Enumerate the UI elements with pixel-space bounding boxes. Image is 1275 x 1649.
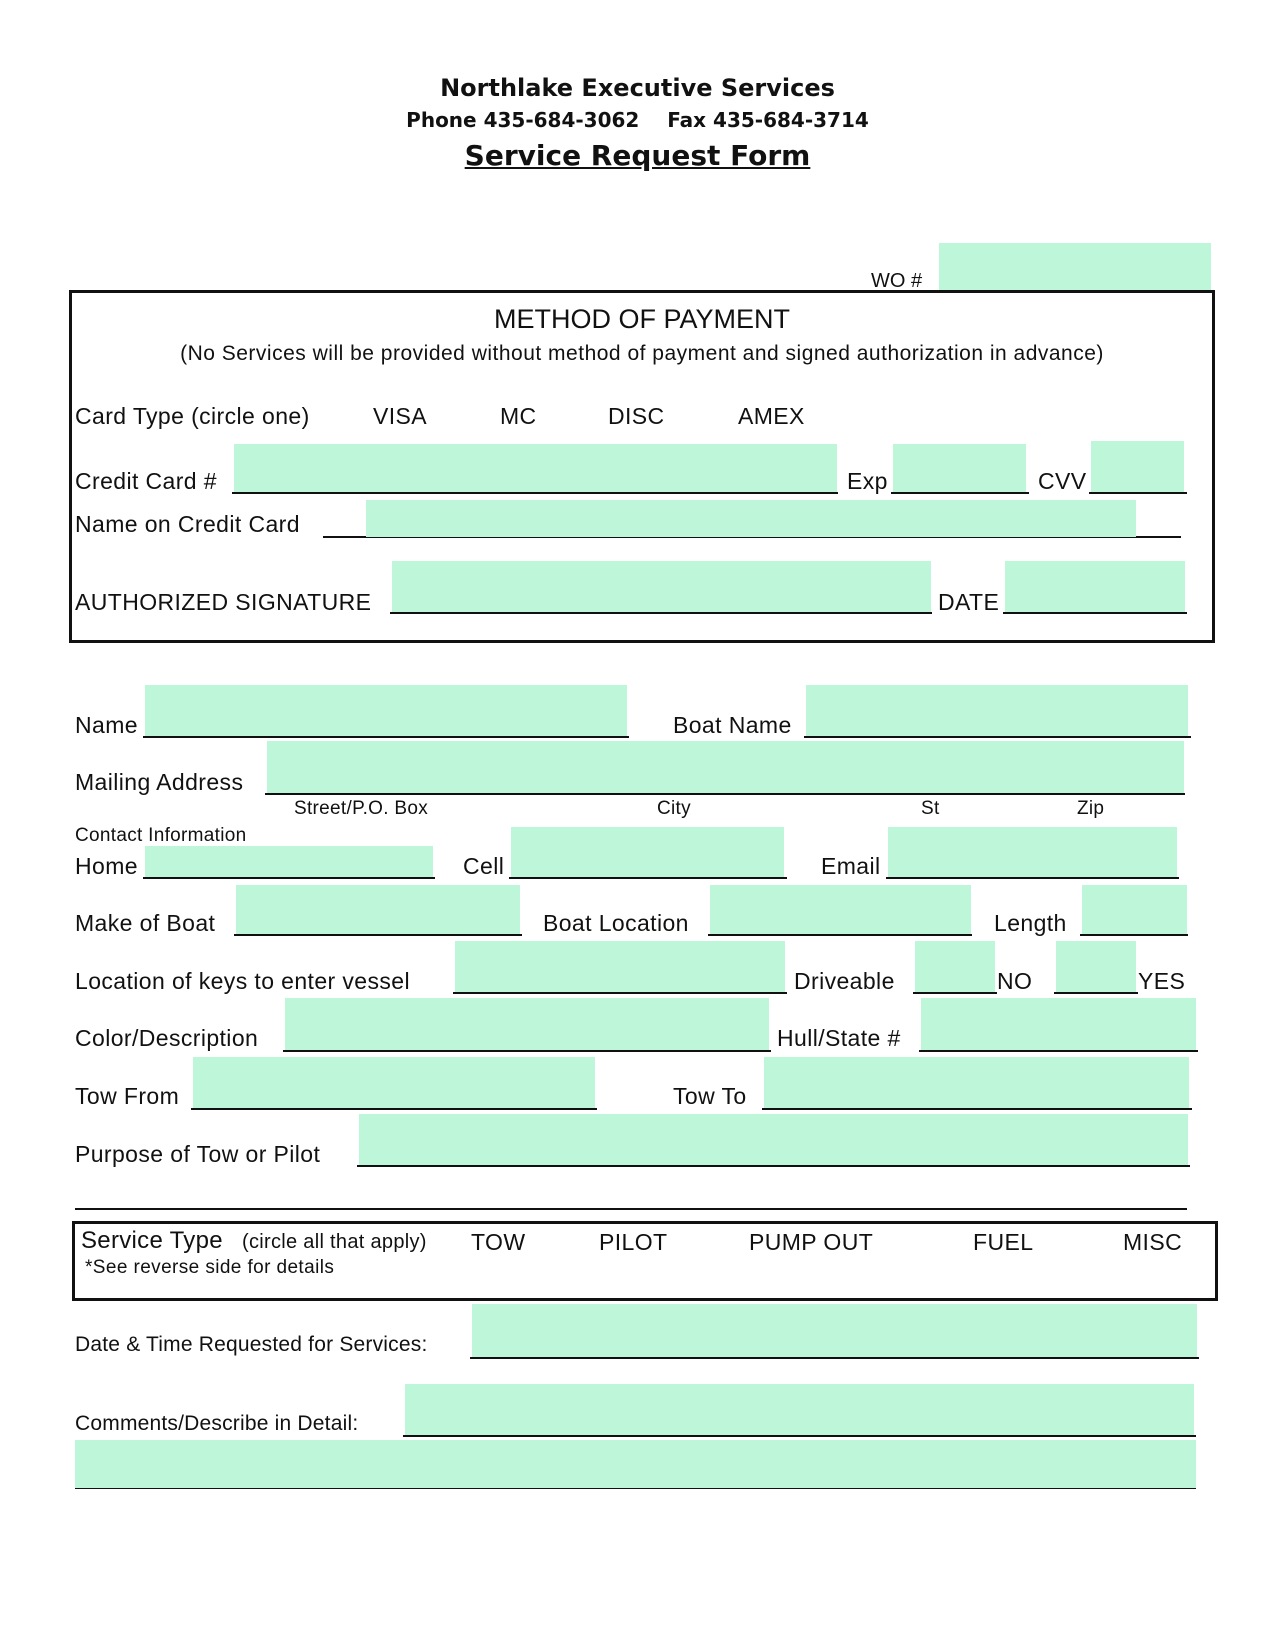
driveable-no-underline (913, 992, 997, 994)
credit-card-input[interactable] (234, 444, 837, 493)
service-type-note: *See reverse side for details (85, 1257, 335, 1278)
card-type-mc[interactable]: MC (500, 403, 537, 429)
name-underline (143, 736, 629, 738)
comments-extra-underline (75, 1488, 1196, 1489)
service-type-label: Service Type (81, 1227, 223, 1254)
signature-input[interactable] (392, 561, 931, 614)
keys-location-input[interactable] (455, 941, 785, 994)
payment-notice: (No Services will be provided without method of payment and signed authorization in advance) (180, 342, 1104, 365)
date-time-requested-label: Date & Time Requested for Services: (75, 1333, 428, 1356)
service-option-fuel[interactable]: FUEL (973, 1229, 1034, 1255)
cell-underline (509, 877, 787, 879)
comments-input[interactable] (405, 1384, 1194, 1437)
exp-underline (891, 492, 1029, 494)
tow-from-input[interactable] (193, 1057, 595, 1110)
hull-state-underline (919, 1050, 1198, 1052)
boat-name-label: Boat Name (673, 712, 792, 738)
card-type-label: Card Type (circle one) (75, 403, 310, 429)
cell-phone-input[interactable] (511, 827, 784, 879)
home-underline (143, 877, 435, 879)
name-label: Name (75, 712, 138, 738)
boat-name-input[interactable] (806, 685, 1188, 738)
cell-label: Cell (463, 853, 505, 879)
service-option-pump-out[interactable]: PUMP OUT (749, 1229, 874, 1255)
boat-name-underline (804, 736, 1191, 738)
phone-fax: Phone 435-684-3062 Fax 435-684-3714 (406, 108, 869, 132)
payment-date-underline (1003, 612, 1187, 614)
tow-to-label: Tow To (673, 1083, 747, 1109)
wo-label: WO # (871, 270, 923, 292)
color-description-label: Color/Description (75, 1025, 259, 1051)
service-option-misc[interactable]: MISC (1123, 1229, 1183, 1255)
mailing-address-underline (265, 793, 1185, 795)
tow-to-input[interactable] (764, 1057, 1189, 1110)
boat-location-label: Boat Location (543, 910, 689, 936)
company-name: Northlake Executive Services (440, 74, 835, 102)
purpose-input[interactable] (359, 1114, 1188, 1167)
payment-title: METHOD OF PAYMENT (494, 304, 790, 334)
boat-location-underline (708, 934, 972, 936)
email-underline (886, 877, 1179, 879)
make-of-boat-underline (234, 934, 522, 936)
name-on-card-label: Name on Credit Card (75, 511, 300, 537)
driveable-yes-underline (1054, 992, 1138, 994)
contact-info-label: Contact Information (75, 825, 247, 846)
comments-label: Comments/Describe in Detail: (75, 1412, 359, 1435)
home-phone-input[interactable] (145, 846, 433, 879)
tow-to-underline (762, 1108, 1192, 1110)
address-hint-city: City (657, 798, 691, 819)
driveable-yes-input[interactable] (1056, 941, 1136, 994)
color-description-input[interactable] (285, 998, 769, 1052)
driveable-label: Driveable (794, 968, 895, 994)
service-option-pilot[interactable]: PILOT (599, 1229, 668, 1255)
mailing-address-label: Mailing Address (75, 769, 244, 795)
boat-location-input[interactable] (710, 885, 971, 936)
exp-input[interactable] (893, 444, 1026, 493)
purpose-underline (357, 1165, 1190, 1167)
signature-label: AUTHORIZED SIGNATURE (75, 589, 372, 615)
credit-card-label: Credit Card # (75, 468, 217, 494)
service-type-instruction: (circle all that apply) (242, 1231, 427, 1253)
length-label: Length (994, 910, 1067, 936)
tow-from-underline (191, 1108, 597, 1110)
service-option-tow[interactable]: TOW (471, 1229, 526, 1255)
color-description-underline (283, 1050, 771, 1052)
keys-location-underline (453, 992, 787, 994)
address-hint-state: St (921, 798, 940, 819)
credit-card-underline (232, 492, 838, 494)
signature-underline (390, 612, 932, 614)
wo-number-input[interactable] (939, 243, 1211, 291)
cvv-label: CVV (1038, 468, 1087, 494)
purpose-extra-line (75, 1208, 1187, 1210)
address-hint-zip: Zip (1077, 798, 1105, 819)
name-on-card-input[interactable] (366, 500, 1136, 537)
home-label: Home (75, 853, 138, 879)
card-type-amex[interactable]: AMEX (738, 403, 805, 429)
date-time-requested-underline (470, 1357, 1199, 1359)
name-input[interactable] (145, 685, 627, 738)
exp-label: Exp (847, 468, 888, 494)
comments-extra-input[interactable] (75, 1440, 1196, 1489)
purpose-label: Purpose of Tow or Pilot (75, 1141, 321, 1167)
keys-location-label: Location of keys to enter vessel (75, 968, 410, 994)
card-type-visa[interactable]: VISA (373, 403, 428, 429)
driveable-no-label: NO (997, 968, 1033, 994)
payment-date-input[interactable] (1005, 561, 1185, 614)
hull-state-input[interactable] (921, 998, 1196, 1052)
cvv-underline (1089, 492, 1187, 494)
driveable-yes-label: YES (1138, 968, 1186, 994)
address-hint-street: Street/P.O. Box (294, 798, 429, 819)
card-type-disc[interactable]: DISC (608, 403, 665, 429)
driveable-no-input[interactable] (915, 941, 995, 994)
email-input[interactable] (888, 827, 1177, 879)
cvv-input[interactable] (1091, 441, 1184, 493)
mailing-address-input[interactable] (267, 741, 1184, 795)
comments-underline (403, 1435, 1196, 1437)
make-of-boat-input[interactable] (236, 885, 520, 936)
length-input[interactable] (1082, 885, 1187, 936)
length-underline (1080, 934, 1188, 936)
tow-from-label: Tow From (75, 1083, 180, 1109)
date-time-requested-input[interactable] (472, 1304, 1197, 1359)
make-of-boat-label: Make of Boat (75, 910, 216, 936)
email-label: Email (821, 853, 881, 879)
date-label: DATE (938, 589, 1000, 615)
form-title: Service Request Form (464, 139, 811, 172)
hull-state-label: Hull/State # (777, 1025, 901, 1051)
